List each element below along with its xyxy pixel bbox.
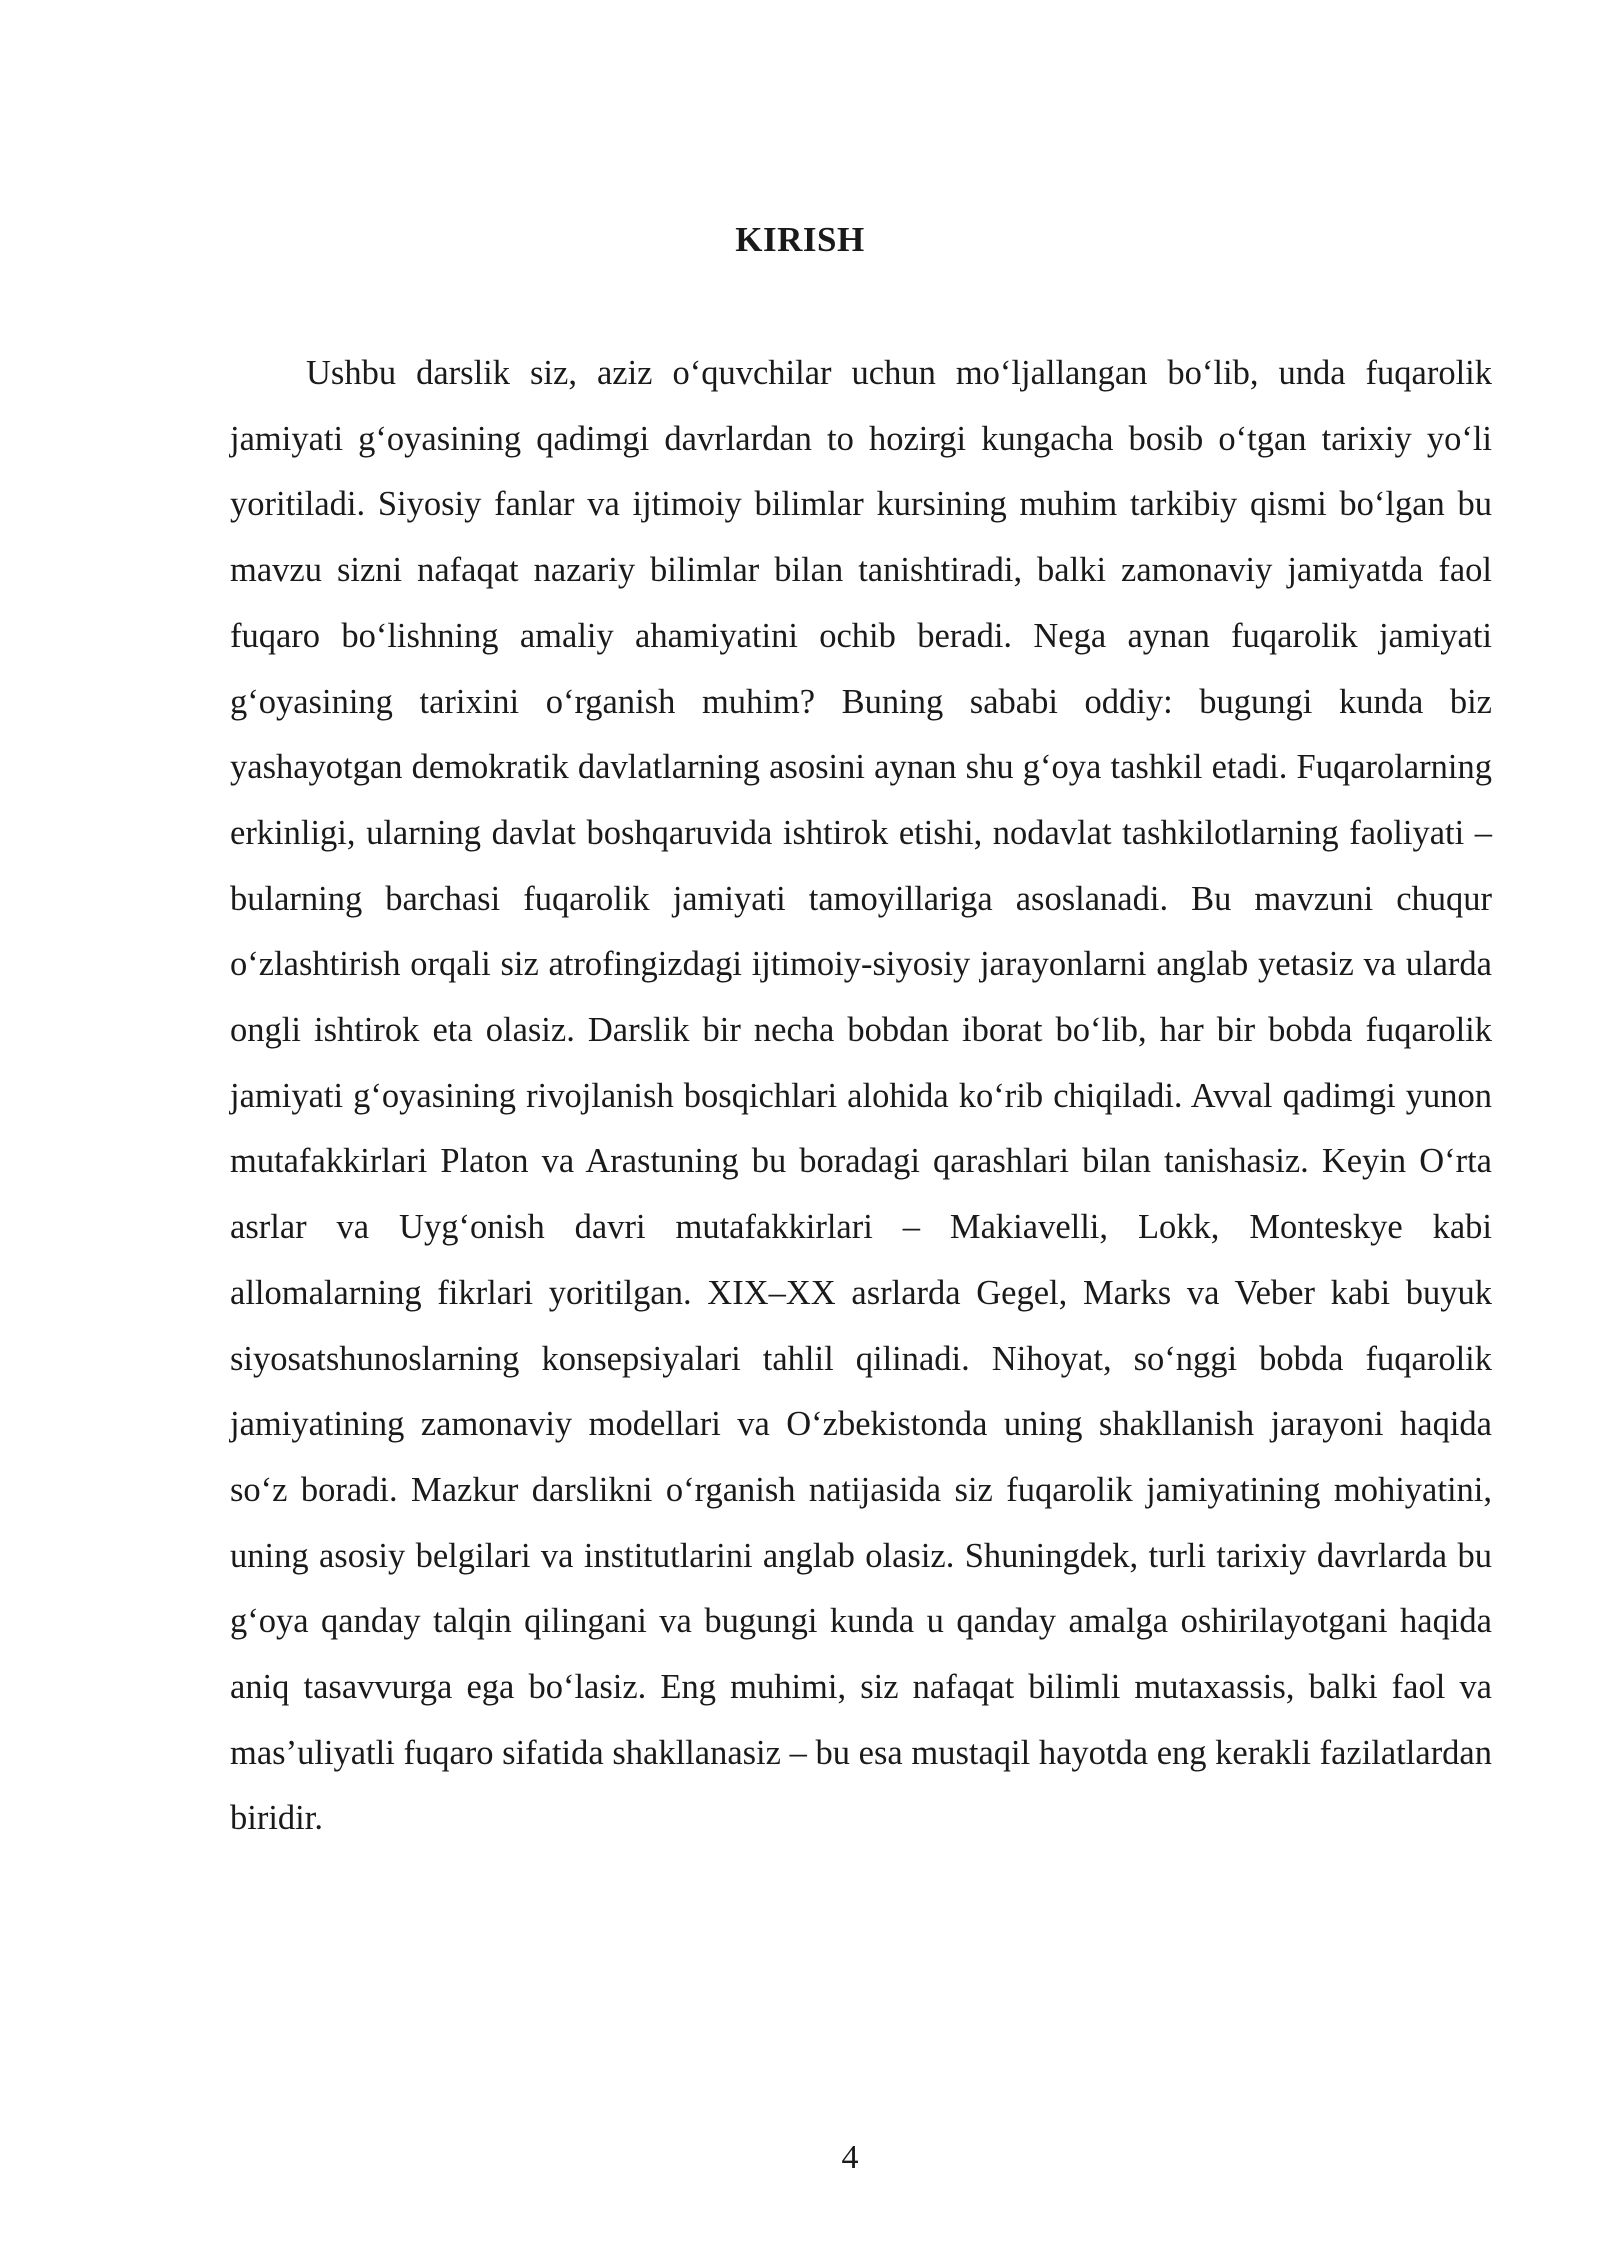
section-title: KIRISH [735,220,865,259]
page-number: 4 [841,2139,859,2176]
intro-paragraph: Ushbu darslik siz, aziz o‘quvchilar uchun mo‘ljallangan bo‘lib, unda fuqarolik jamiyati g‘oyasining qadimgi davrlardan to hozirgi kungacha bosib o‘tgan tarixiy yo‘li yoritiladi. Siyosiy fanlar va ijtimoiy bilimlar kursining muhim tarkibiy qismi bo‘lgan bu mavzu sizni nafaqat nazariy bilimlar bilan tanishtiradi, balki zamonaviy jamiyatda faol fuqaro bo‘lishning amaliy ahamiyatini ochib beradi. Nega aynan fuqarolik jamiyati g‘oyasining tarixini o‘rganish muhim? Buning sababi oddiy: bugungi kunda biz yashayotgan demokratik davlatlarning asosini aynan shu g‘oya tashkil etadi. Fuqarolarning erkinligi, ularning davlat boshqaruvida ishtirok etishi, nodavlat tashkilotlarning faoliyati – bularning barchasi fuqarolik jamiyati tamoyillariga asoslanadi. Bu mavzuni chuqur o‘zlashtirish orqali siz atrofingizdagi ijtimoiy-siyosiy jarayonlarni anglab yetasiz va ularda ongli ishtirok eta olasiz. Darslik bir necha bobdan iborat bo‘lib, har bir bobda fuqarolik jamiyati g‘oyasining rivojlanish bosqichlari alohida ko‘rib chiqiladi. Avval qadimgi yunon mutafakkirlari Platon va Arastuning bu boradagi qarashlari bilan tanishasiz. Keyin O‘rta asrlar va Uyg‘onish davri mutafakkirlari – Makiavelli, Lokk, Monteskye kabi allomalarning fikrlari yoritilgan. XIX–XX asrlarda Gegel, Marks va Veber kabi buyuk siyosatshunoslarning konsepsiyalari tahlil qilinadi. Nihoyat, so‘nggi bobda fuqarolik jamiyatining zamonaviy modellari va O‘zbekistonda uning shakllanish jarayoni haqida so‘z boradi. Mazkur darslikni o‘rganish natijasida siz fuqarolik jamiyatining mohiyatini, uning asosiy belgilari va institutlarini anglab olasiz. Shuningdek, turli tarixiy davrlarda bu g‘oya qanday talqin qilingani va bugungi kunda u qanday amalga oshirilayotgani haqida aniq tasavvurga ega bo‘lasiz. Eng muhimi, siz nafaqat bilimli mutaxassis, balki faol va mas’uliyatli fuqaro sifatida shakllanasiz – bu esa mustaqil hayotda eng kerakli fazilatlardan biridir. [230,354,1492,1838]
